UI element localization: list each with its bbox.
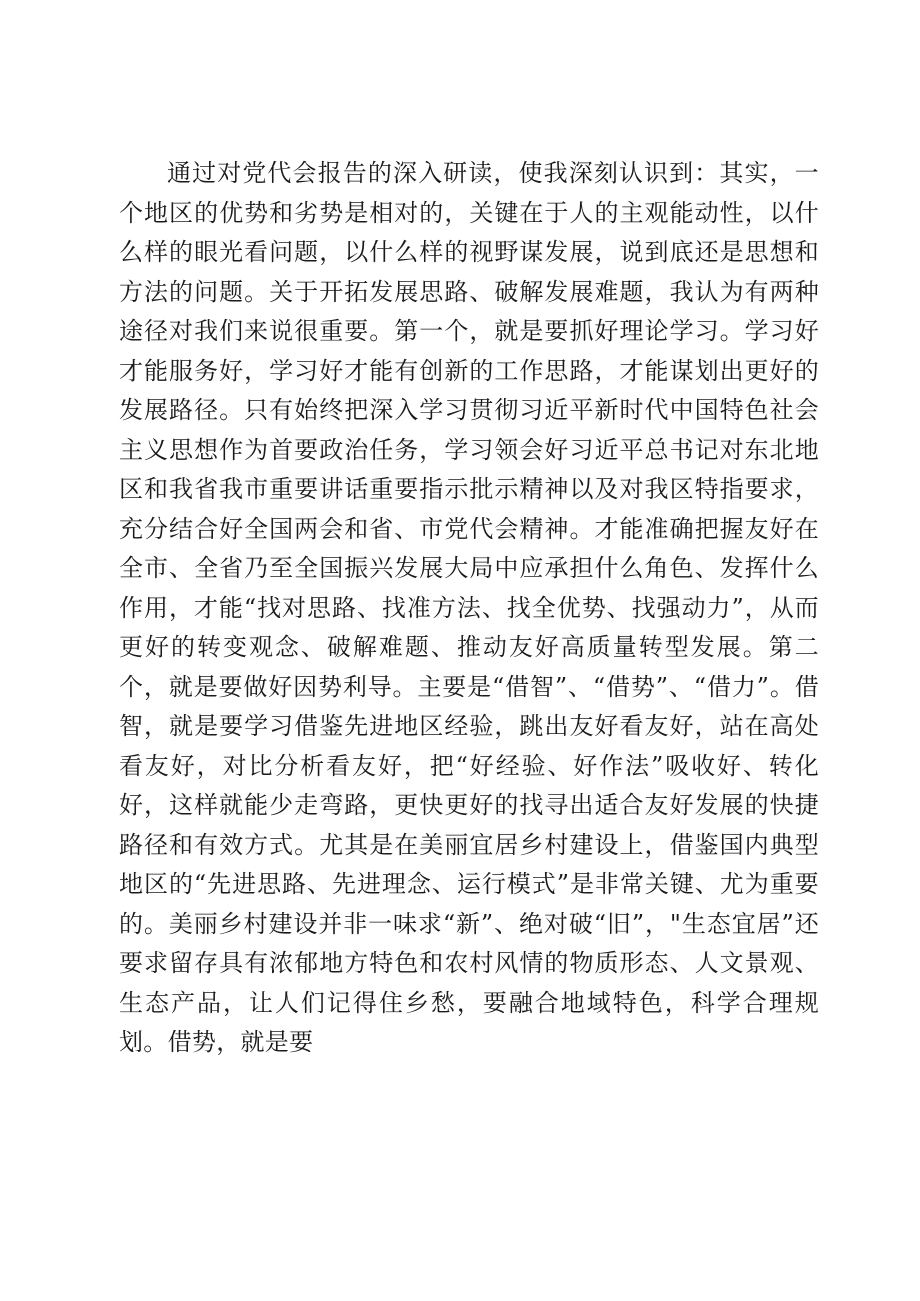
body-paragraph: 通过对党代会报告的深入研读，使我深刻认识到：其实，一个地区的优势和劣势是相对的，关键在于人的主观能动性，以什么样的眼光看问题，以什么样的视野谋发展，说到底还是思想和方法的问题。关于开拓发展思路、破解发展难题，我认为有两种途径对我们来说很重要。第一个，就是要抓好理论学习。学习好才能服务好，学习好才能有创新的工作思路，才能谋划出更好的发展路径。只有始终把深入学习贯彻习近平新时代中国特色社会主义思想作为首要政治任务，学习领会好习近平总书记对东北地区和我省我市重要讲话重要指示批示精神以及对我区特指要求，充分结合好全国两会和省、市党代会精神。才能准确把握友好在全市、全省乃至全国振兴发展大局中应承担什么角色、发挥什么作用，才能“找对思路、找准方法、找全优势、找强动力”，从而更好的转变观念、破解难题、推动友好高质量转型发展。第二个，就是要做好因势利导。主要是“借智”、“借势”、“借力”。借智，就是要学习借鉴先进地区经验，跳出友好看友好，站在高处看友好，对比分析看友好，把“好经验、好作法”吸收好、转化好，这样就能少走弯路，更快更好的找寻出适合友好发展的快捷路径和有效方式。尤其是在美丽宜居乡村建设上，借鉴国内典型地区的“先进思路、先进理念、运行模式”是非常关键、尤为重要的。美丽乡村建设并非一味求“新”、绝对破“旧”，"生态宜居”还要求留存具有浓郁地方特色和农村风情的物质形态、人文景观、生态产品，让人们记得住乡愁，要融合地域特色，科学合理规划。借势，就是要 [119, 159, 819, 1056]
